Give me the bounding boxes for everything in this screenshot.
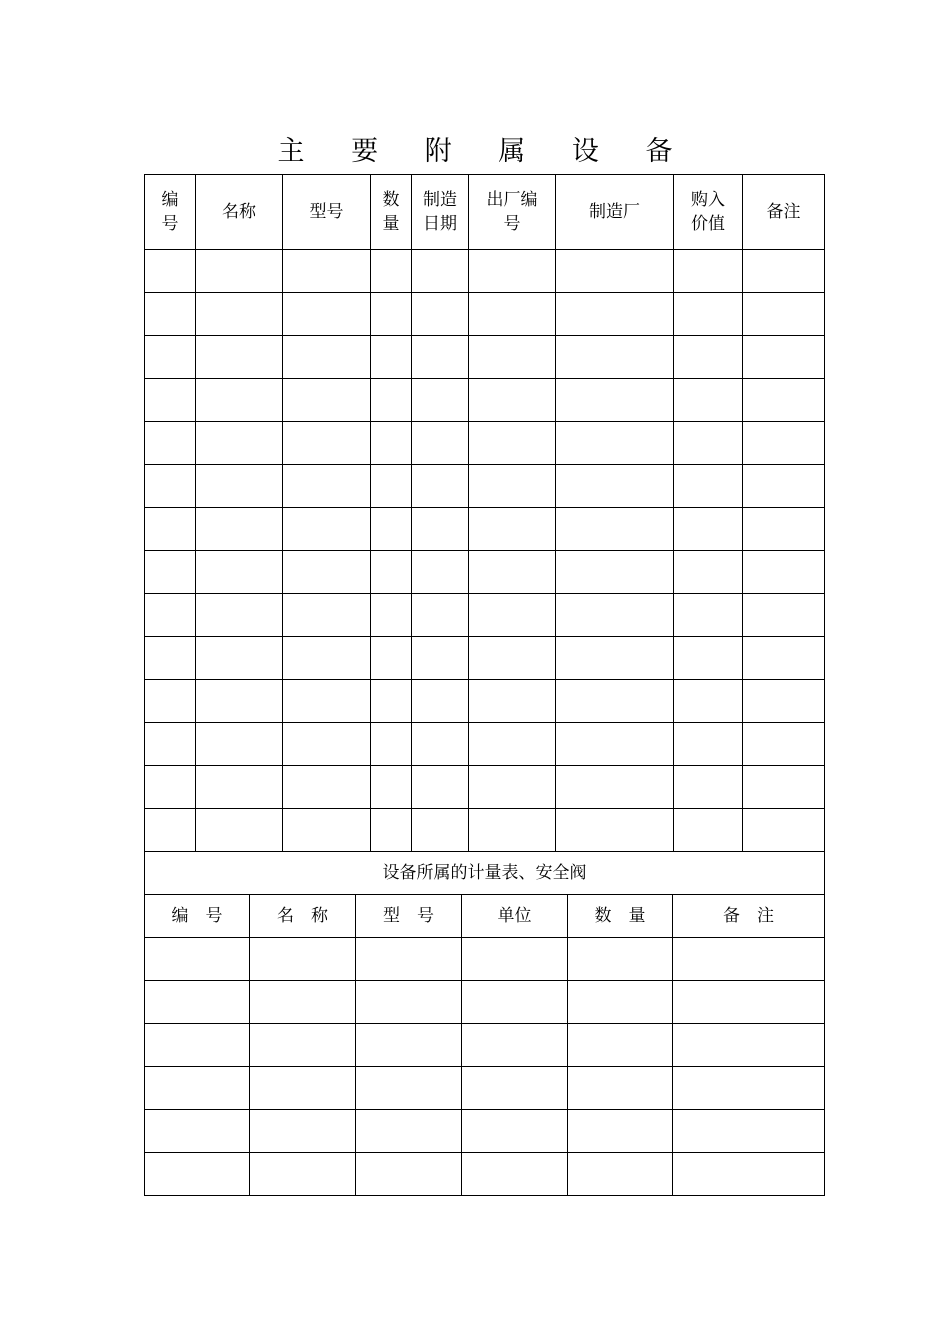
table-cell[interactable] <box>743 766 825 809</box>
table-cell[interactable] <box>196 723 283 766</box>
table-cell[interactable] <box>469 766 556 809</box>
table-cell[interactable] <box>568 1024 673 1067</box>
table-cell[interactable] <box>673 981 825 1024</box>
table-row <box>145 465 825 508</box>
header-name: 名称 <box>196 175 283 250</box>
section-title-row <box>145 852 825 895</box>
table-cell[interactable] <box>356 938 462 981</box>
table-cell[interactable] <box>412 336 469 379</box>
table-cell[interactable] <box>356 1110 462 1153</box>
table-cell[interactable] <box>371 680 412 723</box>
table-cell[interactable] <box>674 465 743 508</box>
table-row <box>145 981 825 1024</box>
table-cell[interactable] <box>196 766 283 809</box>
table-cell[interactable] <box>196 809 283 852</box>
table-cell[interactable] <box>674 508 743 551</box>
table-cell[interactable] <box>371 637 412 680</box>
table-cell[interactable] <box>674 680 743 723</box>
table-cell[interactable] <box>743 422 825 465</box>
table-cell[interactable] <box>283 766 371 809</box>
table-cell[interactable] <box>145 250 196 293</box>
table-cell[interactable] <box>371 723 412 766</box>
table-cell[interactable] <box>462 1153 568 1196</box>
header-unit: 单位 <box>462 895 568 938</box>
table-cell[interactable] <box>556 809 674 852</box>
table-cell[interactable] <box>673 938 825 981</box>
table-cell[interactable] <box>556 465 674 508</box>
table-cell[interactable] <box>568 938 673 981</box>
table-cell[interactable] <box>556 637 674 680</box>
table-row <box>145 422 825 465</box>
table-cell[interactable] <box>743 680 825 723</box>
table-cell[interactable] <box>674 594 743 637</box>
table-cell[interactable] <box>145 422 196 465</box>
table-cell[interactable] <box>371 250 412 293</box>
table-cell[interactable] <box>412 551 469 594</box>
table-cell[interactable] <box>674 250 743 293</box>
header-model: 型号 <box>283 175 371 250</box>
table-cell[interactable] <box>469 422 556 465</box>
header-maker: 制造厂 <box>556 175 674 250</box>
table-cell[interactable] <box>196 594 283 637</box>
table-cell[interactable] <box>743 508 825 551</box>
table-cell[interactable] <box>556 379 674 422</box>
table-cell[interactable] <box>196 336 283 379</box>
table-cell[interactable] <box>412 250 469 293</box>
header-id: 编号 <box>145 175 196 250</box>
table-cell[interactable] <box>743 809 825 852</box>
table-row <box>145 723 825 766</box>
table-cell[interactable] <box>674 637 743 680</box>
table-cell[interactable] <box>196 637 283 680</box>
table-cell[interactable] <box>250 1024 356 1067</box>
table-cell[interactable] <box>412 508 469 551</box>
table-cell[interactable] <box>145 723 196 766</box>
table-cell[interactable] <box>283 637 371 680</box>
table-row <box>145 637 825 680</box>
table-row <box>145 379 825 422</box>
table-cell[interactable] <box>196 293 283 336</box>
table-cell[interactable] <box>469 637 556 680</box>
table-cell[interactable] <box>283 551 371 594</box>
table-cell[interactable] <box>743 465 825 508</box>
table-cell[interactable] <box>283 336 371 379</box>
table-cell[interactable] <box>283 422 371 465</box>
header-id: 编 号 <box>145 895 250 938</box>
table-cell[interactable] <box>250 938 356 981</box>
meter-valve-table <box>144 851 825 1196</box>
table-cell[interactable] <box>469 594 556 637</box>
table-cell[interactable] <box>743 250 825 293</box>
table-cell[interactable] <box>412 680 469 723</box>
table-cell[interactable] <box>462 1024 568 1067</box>
table-row <box>145 250 825 293</box>
table-cell[interactable] <box>283 508 371 551</box>
header-mfg-date: 制造日期 <box>412 175 469 250</box>
table-cell[interactable] <box>356 1153 462 1196</box>
table-cell[interactable] <box>743 594 825 637</box>
table-cell[interactable] <box>145 551 196 594</box>
table-cell[interactable] <box>283 250 371 293</box>
table-cell[interactable] <box>568 1067 673 1110</box>
table-cell[interactable] <box>412 422 469 465</box>
table-cell[interactable] <box>250 1067 356 1110</box>
table-cell[interactable] <box>674 422 743 465</box>
table-cell[interactable] <box>196 551 283 594</box>
form-sheet <box>144 174 824 1195</box>
table-cell[interactable] <box>412 379 469 422</box>
table-cell[interactable] <box>674 766 743 809</box>
table-row <box>145 1067 825 1110</box>
table-cell[interactable] <box>743 293 825 336</box>
table-cell[interactable] <box>196 379 283 422</box>
table-cell[interactable] <box>743 336 825 379</box>
table-cell[interactable] <box>556 336 674 379</box>
table-cell[interactable] <box>673 1067 825 1110</box>
table-cell[interactable] <box>412 723 469 766</box>
table-cell[interactable] <box>412 637 469 680</box>
table-cell[interactable] <box>145 594 196 637</box>
table-cell[interactable] <box>469 250 556 293</box>
table-cell[interactable] <box>469 379 556 422</box>
table-cell[interactable] <box>371 336 412 379</box>
table-header-row <box>145 175 825 250</box>
table-cell[interactable] <box>674 379 743 422</box>
table-cell[interactable] <box>145 766 196 809</box>
table-cell[interactable] <box>145 336 196 379</box>
table-cell[interactable] <box>412 293 469 336</box>
table-cell[interactable] <box>145 508 196 551</box>
table-header-row <box>145 895 825 938</box>
table-cell[interactable] <box>196 422 283 465</box>
header-qty: 数量 <box>371 175 412 250</box>
table-cell[interactable] <box>371 465 412 508</box>
table-cell[interactable] <box>371 809 412 852</box>
header-remark: 备 注 <box>673 895 825 938</box>
table-cell[interactable] <box>283 379 371 422</box>
table-cell[interactable] <box>371 422 412 465</box>
table-cell[interactable] <box>145 1024 250 1067</box>
table-cell[interactable] <box>196 250 283 293</box>
table-row <box>145 1153 825 1196</box>
header-remark: 备注 <box>743 175 825 250</box>
table-cell[interactable] <box>356 981 462 1024</box>
table-cell[interactable] <box>371 508 412 551</box>
table-row <box>145 293 825 336</box>
accessory-equipment-table <box>144 174 825 852</box>
header-serial: 出厂编号 <box>469 175 556 250</box>
table-row <box>145 336 825 379</box>
table-cell[interactable] <box>743 379 825 422</box>
table-cell[interactable] <box>145 379 196 422</box>
table-cell[interactable] <box>469 680 556 723</box>
table-cell[interactable] <box>568 981 673 1024</box>
table-cell[interactable] <box>145 1110 250 1153</box>
table-cell[interactable] <box>568 1110 673 1153</box>
table-cell[interactable] <box>462 1110 568 1153</box>
table-cell[interactable] <box>469 551 556 594</box>
table-cell[interactable] <box>371 379 412 422</box>
table-row <box>145 680 825 723</box>
table-cell[interactable] <box>145 680 196 723</box>
table-cell[interactable] <box>283 293 371 336</box>
table-cell[interactable] <box>469 465 556 508</box>
table-cell[interactable] <box>673 1110 825 1153</box>
table-cell[interactable] <box>145 1153 250 1196</box>
table-cell[interactable] <box>469 336 556 379</box>
table-cell[interactable] <box>196 508 283 551</box>
table-cell[interactable] <box>283 809 371 852</box>
table-cell[interactable] <box>556 766 674 809</box>
table-cell[interactable] <box>674 723 743 766</box>
table-cell[interactable] <box>469 293 556 336</box>
table-cell[interactable] <box>462 938 568 981</box>
table-cell[interactable] <box>250 981 356 1024</box>
table-cell[interactable] <box>250 1110 356 1153</box>
table-cell[interactable] <box>556 723 674 766</box>
table-cell[interactable] <box>356 1067 462 1110</box>
table-row <box>145 938 825 981</box>
table-row <box>145 508 825 551</box>
table-row <box>145 1024 825 1067</box>
table-cell[interactable] <box>145 465 196 508</box>
table-cell[interactable] <box>674 551 743 594</box>
table-cell[interactable] <box>674 809 743 852</box>
table-cell[interactable] <box>412 465 469 508</box>
table-cell[interactable] <box>469 723 556 766</box>
table-cell[interactable] <box>556 293 674 336</box>
table-cell[interactable] <box>412 594 469 637</box>
table-cell[interactable] <box>556 422 674 465</box>
header-price: 购入价值 <box>674 175 743 250</box>
table-cell[interactable] <box>674 336 743 379</box>
table-cell[interactable] <box>145 981 250 1024</box>
table-cell[interactable] <box>556 250 674 293</box>
table-cell[interactable] <box>743 551 825 594</box>
table-cell[interactable] <box>250 1153 356 1196</box>
table-cell[interactable] <box>556 508 674 551</box>
table-cell[interactable] <box>673 1153 825 1196</box>
table-cell[interactable] <box>145 938 250 981</box>
table-row <box>145 766 825 809</box>
table-cell[interactable] <box>462 1067 568 1110</box>
table-cell[interactable] <box>556 594 674 637</box>
table-cell[interactable] <box>145 293 196 336</box>
table-cell[interactable] <box>673 1024 825 1067</box>
header-qty: 数 量 <box>568 895 673 938</box>
table-cell[interactable] <box>196 680 283 723</box>
table-cell[interactable] <box>283 680 371 723</box>
table-cell[interactable] <box>371 594 412 637</box>
header-name: 名 称 <box>250 895 356 938</box>
section-title: 设备所属的计量表、安全阀 <box>145 852 825 895</box>
table-cell[interactable] <box>469 809 556 852</box>
table-cell[interactable] <box>412 766 469 809</box>
table-cell[interactable] <box>568 1153 673 1196</box>
table-row <box>145 1110 825 1153</box>
table-cell[interactable] <box>145 1067 250 1110</box>
table-cell[interactable] <box>145 637 196 680</box>
table-cell[interactable] <box>196 465 283 508</box>
table-row <box>145 551 825 594</box>
table-cell[interactable] <box>462 981 568 1024</box>
table-cell[interactable] <box>469 508 556 551</box>
table-row <box>145 594 825 637</box>
table-cell[interactable] <box>145 809 196 852</box>
table-cell[interactable] <box>371 766 412 809</box>
table-cell[interactable] <box>356 1024 462 1067</box>
table-cell[interactable] <box>743 723 825 766</box>
table-cell[interactable] <box>283 465 371 508</box>
table-cell[interactable] <box>556 680 674 723</box>
header-model: 型 号 <box>356 895 462 938</box>
table-cell[interactable] <box>412 809 469 852</box>
table-cell[interactable] <box>556 551 674 594</box>
page-title: 主 要 附 属 设 备 <box>277 136 692 167</box>
table-cell[interactable] <box>371 551 412 594</box>
table-cell[interactable] <box>283 594 371 637</box>
table-row <box>145 809 825 852</box>
table-cell[interactable] <box>674 293 743 336</box>
table-cell[interactable] <box>371 293 412 336</box>
table-cell[interactable] <box>743 637 825 680</box>
table-cell[interactable] <box>283 723 371 766</box>
